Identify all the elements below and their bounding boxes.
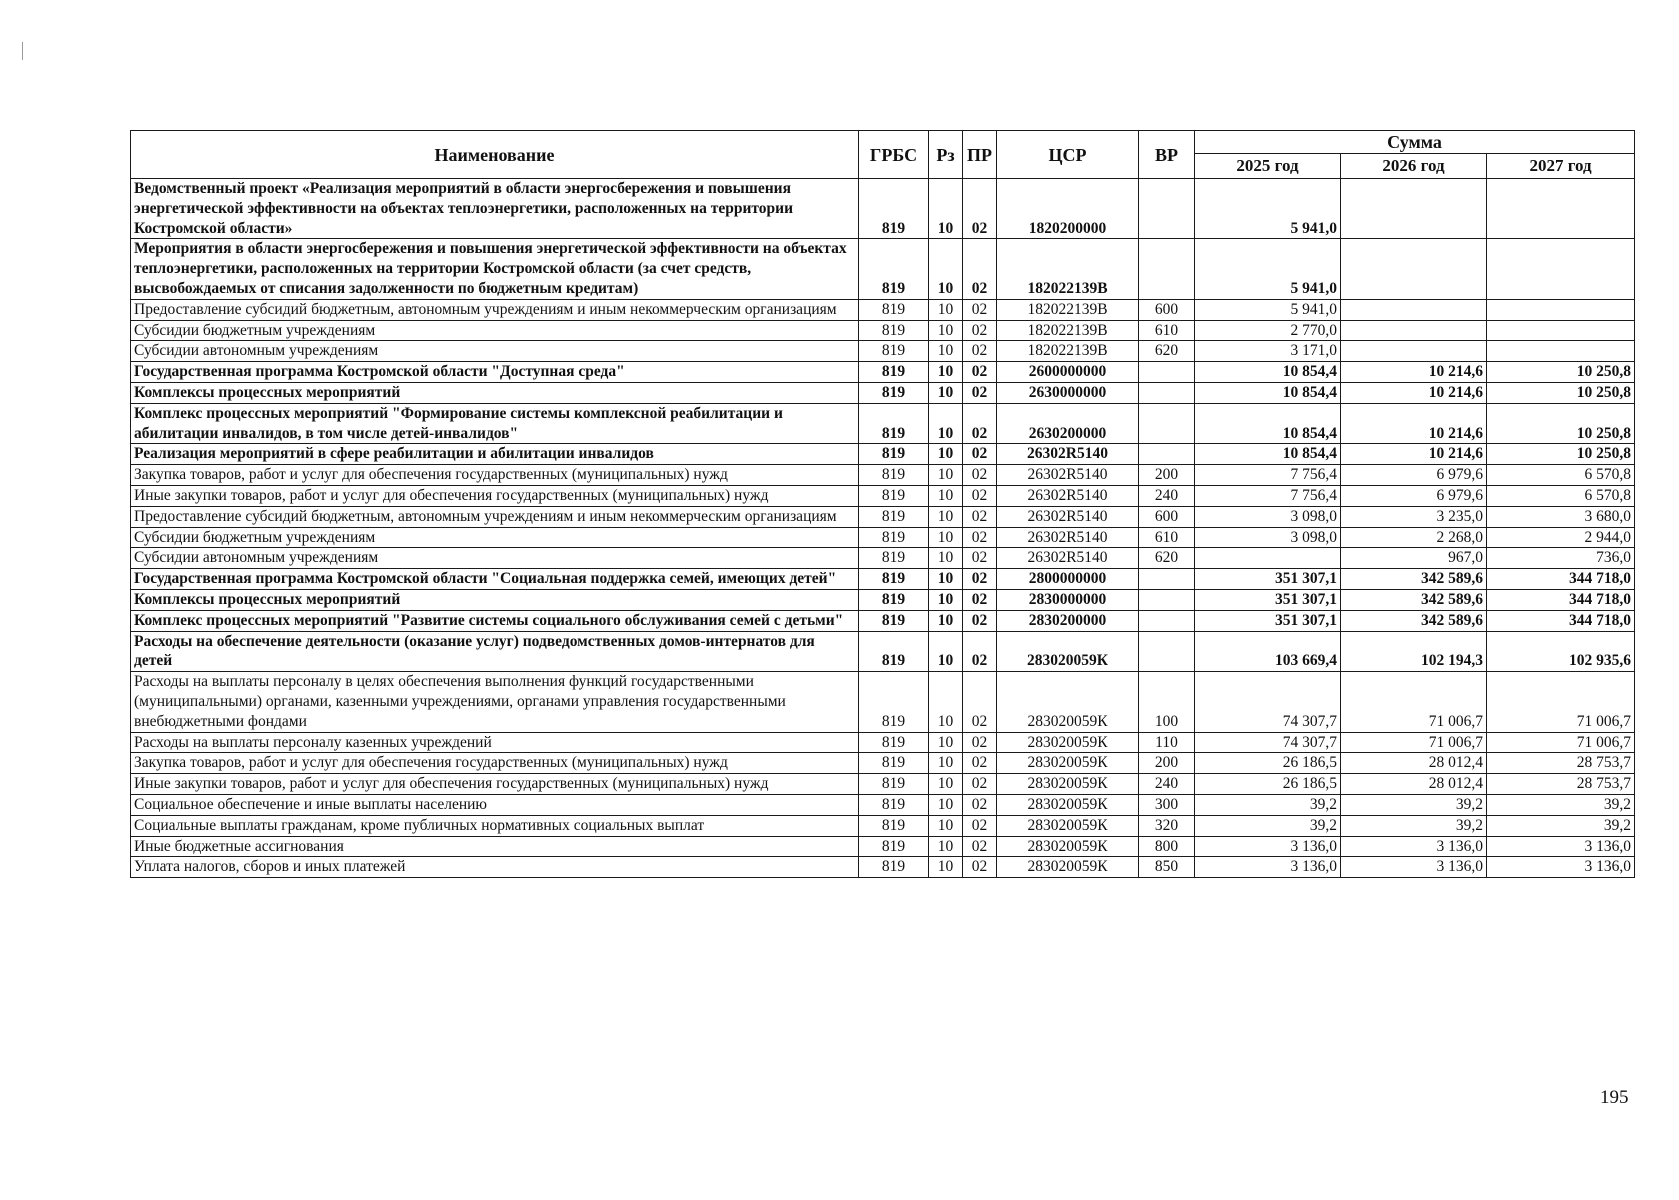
cell-2025: 10 854,4 — [1195, 382, 1341, 403]
cell-rz: 10 — [929, 836, 963, 857]
cell-rz: 10 — [929, 527, 963, 548]
cell-2027: 39,2 — [1487, 794, 1635, 815]
page-number: 195 — [1600, 1087, 1629, 1108]
cell-vr: 200 — [1139, 465, 1195, 486]
cell-grbs: 819 — [859, 299, 929, 320]
cell-2025: 26 186,5 — [1195, 753, 1341, 774]
table-row — [131, 403, 1635, 444]
cell-rz: 10 — [929, 774, 963, 795]
cell-2025: 3 098,0 — [1195, 527, 1341, 548]
header-year-2027: 2027 год — [1487, 154, 1635, 179]
cell-rz: 10 — [929, 857, 963, 878]
cell-vr: 610 — [1139, 320, 1195, 341]
cell-csr: 26302R5140 — [997, 506, 1139, 527]
cell-pr: 02 — [963, 794, 997, 815]
cell-rz: 10 — [929, 179, 963, 239]
cell-2026: 342 589,6 — [1341, 610, 1487, 631]
cell-2026: 10 214,6 — [1341, 444, 1487, 465]
cell-name: Государственная программа Костромской области "Доступная среда" — [131, 362, 859, 383]
table-row — [131, 362, 1635, 383]
cell-name: Субсидии автономным учреждениям — [131, 341, 859, 362]
cell-2027: 102 935,6 — [1487, 631, 1635, 672]
budget-sheet — [130, 130, 1634, 878]
cell-vr: 610 — [1139, 527, 1195, 548]
cell-2025: 2 770,0 — [1195, 320, 1341, 341]
cell-2026: 71 006,7 — [1341, 672, 1487, 732]
cell-csr: 26302R5140 — [997, 485, 1139, 506]
cell-grbs: 819 — [859, 569, 929, 590]
cell-name: Расходы на выплаты персоналу в целях обеспечения выполнения функций государственными (муниципальными) органами, казенными учреждениями, органами управления государственными внебюджетными фондами — [131, 672, 859, 732]
table-row — [131, 465, 1635, 486]
cell-2026: 10 214,6 — [1341, 382, 1487, 403]
cell-pr: 02 — [963, 774, 997, 795]
cell-csr: 182022139В — [997, 320, 1139, 341]
table-row — [131, 239, 1635, 299]
cell-grbs: 819 — [859, 672, 929, 732]
cell-2027 — [1487, 341, 1635, 362]
table-row — [131, 569, 1635, 590]
cell-name: Предоставление субсидий бюджетным, автономным учреждениям и иным некоммерческим организациям — [131, 299, 859, 320]
cell-name: Комплексы процессных мероприятий — [131, 382, 859, 403]
cell-2027: 736,0 — [1487, 548, 1635, 569]
cell-2025: 39,2 — [1195, 794, 1341, 815]
cell-rz: 10 — [929, 485, 963, 506]
cell-2026: 102 194,3 — [1341, 631, 1487, 672]
cell-name: Уплата налогов, сборов и иных платежей — [131, 857, 859, 878]
cell-csr: 2830200000 — [997, 610, 1139, 631]
cell-vr — [1139, 631, 1195, 672]
cell-csr: 182022139В — [997, 299, 1139, 320]
cell-rz: 10 — [929, 732, 963, 753]
cell-csr: 182022139В — [997, 239, 1139, 299]
header-rz: Рз — [929, 131, 963, 179]
table-row — [131, 857, 1635, 878]
cell-2025: 39,2 — [1195, 815, 1341, 836]
cell-grbs: 819 — [859, 403, 929, 444]
cell-2025: 103 669,4 — [1195, 631, 1341, 672]
cell-pr: 02 — [963, 836, 997, 857]
cell-2026: 342 589,6 — [1341, 569, 1487, 590]
cell-name: Комплексы процессных мероприятий — [131, 589, 859, 610]
cell-2027 — [1487, 179, 1635, 239]
cell-name: Комплекс процессных мероприятий "Формирование системы комплексной реабилитации и абилитации инвалидов, в том числе детей-инвалидов" — [131, 403, 859, 444]
cell-pr: 02 — [963, 548, 997, 569]
cell-name: Закупка товаров, работ и услуг для обеспечения государственных (муниципальных) нужд — [131, 753, 859, 774]
cell-2027 — [1487, 320, 1635, 341]
cell-vr — [1139, 403, 1195, 444]
cell-2025: 7 756,4 — [1195, 485, 1341, 506]
cell-vr: 850 — [1139, 857, 1195, 878]
table-row — [131, 631, 1635, 672]
cell-rz: 10 — [929, 320, 963, 341]
header-pr: ПР — [963, 131, 997, 179]
cell-rz: 10 — [929, 403, 963, 444]
cell-csr: 283020059К — [997, 631, 1139, 672]
cell-2026: 342 589,6 — [1341, 589, 1487, 610]
cell-vr — [1139, 382, 1195, 403]
cell-2026: 10 214,6 — [1341, 362, 1487, 383]
cell-rz: 10 — [929, 589, 963, 610]
cell-name: Закупка товаров, работ и услуг для обеспечения государственных (муниципальных) нужд — [131, 465, 859, 486]
cell-pr: 02 — [963, 320, 997, 341]
cell-csr: 283020059К — [997, 732, 1139, 753]
table-row — [131, 320, 1635, 341]
cell-2026: 6 979,6 — [1341, 485, 1487, 506]
cell-vr: 200 — [1139, 753, 1195, 774]
cell-name: Социальные выплаты гражданам, кроме публичных нормативных социальных выплат — [131, 815, 859, 836]
header-csr: ЦСР — [997, 131, 1139, 179]
table-row — [131, 794, 1635, 815]
cell-rz: 10 — [929, 506, 963, 527]
cell-2025: 351 307,1 — [1195, 589, 1341, 610]
cell-pr: 02 — [963, 672, 997, 732]
cell-csr: 283020059К — [997, 774, 1139, 795]
table-row — [131, 753, 1635, 774]
cell-vr: 240 — [1139, 485, 1195, 506]
cell-pr: 02 — [963, 239, 997, 299]
cell-grbs: 819 — [859, 444, 929, 465]
cell-name: Мероприятия в области энергосбережения и повышения энергетической эффективности на объектах теплоэнергетики, расположенных на территории Костромской области (за счет средств, высвобождаемых от списания задолженности по бюджетным кредитам) — [131, 239, 859, 299]
cell-2027: 6 570,8 — [1487, 465, 1635, 486]
cell-rz: 10 — [929, 569, 963, 590]
table-row — [131, 589, 1635, 610]
cell-csr: 26302R5140 — [997, 527, 1139, 548]
cell-csr: 182022139В — [997, 341, 1139, 362]
cell-rz: 10 — [929, 299, 963, 320]
cell-vr: 620 — [1139, 548, 1195, 569]
cell-grbs: 819 — [859, 589, 929, 610]
cell-csr: 2800000000 — [997, 569, 1139, 590]
cell-pr: 02 — [963, 179, 997, 239]
table-body — [131, 179, 1635, 878]
cell-2027: 344 718,0 — [1487, 589, 1635, 610]
table-row — [131, 815, 1635, 836]
cell-vr — [1139, 610, 1195, 631]
cell-2026: 28 012,4 — [1341, 753, 1487, 774]
cell-name: Предоставление субсидий бюджетным, автономным учреждениям и иным некоммерческим организациям — [131, 506, 859, 527]
cell-grbs: 819 — [859, 320, 929, 341]
cell-vr: 320 — [1139, 815, 1195, 836]
cell-grbs: 819 — [859, 774, 929, 795]
table-row — [131, 382, 1635, 403]
cell-csr: 283020059К — [997, 815, 1139, 836]
cell-2027 — [1487, 239, 1635, 299]
cell-vr — [1139, 179, 1195, 239]
cell-2026: 3 136,0 — [1341, 857, 1487, 878]
cell-pr: 02 — [963, 753, 997, 774]
cell-2025 — [1195, 548, 1341, 569]
cell-grbs: 819 — [859, 548, 929, 569]
cell-rz: 10 — [929, 548, 963, 569]
cell-2025: 5 941,0 — [1195, 239, 1341, 299]
cell-grbs: 819 — [859, 179, 929, 239]
cell-pr: 02 — [963, 299, 997, 320]
cell-rz: 10 — [929, 382, 963, 403]
cell-2025: 7 756,4 — [1195, 465, 1341, 486]
cell-2026: 3 136,0 — [1341, 836, 1487, 857]
cell-2027: 28 753,7 — [1487, 753, 1635, 774]
table-row — [131, 548, 1635, 569]
cell-pr: 02 — [963, 589, 997, 610]
cell-2025: 74 307,7 — [1195, 672, 1341, 732]
cell-name: Иные бюджетные ассигнования — [131, 836, 859, 857]
cell-2026: 71 006,7 — [1341, 732, 1487, 753]
cell-2025: 351 307,1 — [1195, 569, 1341, 590]
cell-grbs: 819 — [859, 506, 929, 527]
cell-csr: 26302R5140 — [997, 548, 1139, 569]
cell-2026 — [1341, 299, 1487, 320]
cell-pr: 02 — [963, 732, 997, 753]
cell-pr: 02 — [963, 857, 997, 878]
cell-pr: 02 — [963, 631, 997, 672]
cell-pr: 02 — [963, 362, 997, 383]
cell-2025: 10 854,4 — [1195, 444, 1341, 465]
cell-pr: 02 — [963, 341, 997, 362]
cell-rz: 10 — [929, 794, 963, 815]
cell-2027: 3 136,0 — [1487, 857, 1635, 878]
cell-grbs: 819 — [859, 527, 929, 548]
cell-2026: 10 214,6 — [1341, 403, 1487, 444]
cell-2025: 351 307,1 — [1195, 610, 1341, 631]
cell-rz: 10 — [929, 444, 963, 465]
header-grbs: ГРБС — [859, 131, 929, 179]
cell-vr — [1139, 589, 1195, 610]
table-row — [131, 506, 1635, 527]
cell-grbs: 819 — [859, 382, 929, 403]
cell-2025: 3 136,0 — [1195, 836, 1341, 857]
cell-rz: 10 — [929, 631, 963, 672]
cell-2025: 3 136,0 — [1195, 857, 1341, 878]
table-row — [131, 774, 1635, 795]
cell-grbs: 819 — [859, 341, 929, 362]
cell-pr: 02 — [963, 569, 997, 590]
cell-2027: 344 718,0 — [1487, 610, 1635, 631]
cell-name: Государственная программа Костромской области "Социальная поддержка семей, имеющих детей" — [131, 569, 859, 590]
cell-vr — [1139, 362, 1195, 383]
cell-vr: 100 — [1139, 672, 1195, 732]
table-header — [131, 131, 1635, 179]
cell-pr: 02 — [963, 610, 997, 631]
cell-2026: 28 012,4 — [1341, 774, 1487, 795]
table-row — [131, 179, 1635, 239]
cell-rz: 10 — [929, 610, 963, 631]
cell-2025: 10 854,4 — [1195, 403, 1341, 444]
table-row — [131, 672, 1635, 732]
cell-2027: 28 753,7 — [1487, 774, 1635, 795]
table-row — [131, 299, 1635, 320]
cell-2026: 967,0 — [1341, 548, 1487, 569]
cell-pr: 02 — [963, 382, 997, 403]
cell-csr: 26302R5140 — [997, 444, 1139, 465]
cell-2026 — [1341, 341, 1487, 362]
cell-pr: 02 — [963, 527, 997, 548]
cell-csr: 283020059К — [997, 672, 1139, 732]
cell-rz: 10 — [929, 753, 963, 774]
cell-2027: 10 250,8 — [1487, 382, 1635, 403]
cell-pr: 02 — [963, 485, 997, 506]
cell-vr — [1139, 569, 1195, 590]
cell-csr: 283020059К — [997, 836, 1139, 857]
cell-2026 — [1341, 320, 1487, 341]
cell-csr: 283020059К — [997, 857, 1139, 878]
cell-2027: 10 250,8 — [1487, 403, 1635, 444]
cell-rz: 10 — [929, 672, 963, 732]
cell-grbs: 819 — [859, 753, 929, 774]
cell-rz: 10 — [929, 362, 963, 383]
cell-2027: 39,2 — [1487, 815, 1635, 836]
cell-grbs: 819 — [859, 732, 929, 753]
cell-2027: 3 136,0 — [1487, 836, 1635, 857]
cell-2027: 10 250,8 — [1487, 444, 1635, 465]
cell-rz: 10 — [929, 239, 963, 299]
cell-vr: 800 — [1139, 836, 1195, 857]
cell-2027: 3 680,0 — [1487, 506, 1635, 527]
cell-rz: 10 — [929, 341, 963, 362]
cell-2025: 5 941,0 — [1195, 299, 1341, 320]
cell-2025: 74 307,7 — [1195, 732, 1341, 753]
cell-pr: 02 — [963, 403, 997, 444]
cell-vr — [1139, 444, 1195, 465]
cell-2027: 6 570,8 — [1487, 485, 1635, 506]
cell-2026 — [1341, 239, 1487, 299]
table-row — [131, 732, 1635, 753]
cell-vr: 240 — [1139, 774, 1195, 795]
cell-grbs: 819 — [859, 857, 929, 878]
cell-vr: 600 — [1139, 299, 1195, 320]
cell-vr: 300 — [1139, 794, 1195, 815]
cell-2025: 10 854,4 — [1195, 362, 1341, 383]
header-sum: Сумма — [1195, 131, 1635, 154]
cell-pr: 02 — [963, 506, 997, 527]
table-row — [131, 610, 1635, 631]
cell-grbs: 819 — [859, 815, 929, 836]
cell-2027: 71 006,7 — [1487, 732, 1635, 753]
cell-csr: 283020059К — [997, 753, 1139, 774]
cell-2026: 2 268,0 — [1341, 527, 1487, 548]
cell-2026: 39,2 — [1341, 794, 1487, 815]
table-row — [131, 444, 1635, 465]
budget-table — [130, 130, 1635, 878]
cell-2027: 344 718,0 — [1487, 569, 1635, 590]
cell-csr: 2600000000 — [997, 362, 1139, 383]
cell-grbs: 819 — [859, 362, 929, 383]
cell-name: Социальное обеспечение и иные выплаты населению — [131, 794, 859, 815]
cell-2025: 5 941,0 — [1195, 179, 1341, 239]
cell-2025: 3 171,0 — [1195, 341, 1341, 362]
cell-rz: 10 — [929, 815, 963, 836]
cell-csr: 2630200000 — [997, 403, 1139, 444]
cell-2026: 3 235,0 — [1341, 506, 1487, 527]
table-row — [131, 527, 1635, 548]
cell-vr: 600 — [1139, 506, 1195, 527]
cell-2026: 39,2 — [1341, 815, 1487, 836]
cell-grbs: 819 — [859, 631, 929, 672]
cell-grbs: 819 — [859, 794, 929, 815]
cell-2025: 3 098,0 — [1195, 506, 1341, 527]
cell-name: Иные закупки товаров, работ и услуг для обеспечения государственных (муниципальных) нужд — [131, 774, 859, 795]
cell-grbs: 819 — [859, 239, 929, 299]
cell-vr: 110 — [1139, 732, 1195, 753]
cell-vr — [1139, 239, 1195, 299]
cell-grbs: 819 — [859, 610, 929, 631]
cell-vr: 620 — [1139, 341, 1195, 362]
cell-2025: 26 186,5 — [1195, 774, 1341, 795]
table-row — [131, 485, 1635, 506]
cell-name: Расходы на выплаты персоналу казенных учреждений — [131, 732, 859, 753]
cell-name: Иные закупки товаров, работ и услуг для обеспечения государственных (муниципальных) нужд — [131, 485, 859, 506]
header-year-2026: 2026 год — [1341, 154, 1487, 179]
cell-pr: 02 — [963, 444, 997, 465]
table-row — [131, 341, 1635, 362]
cell-csr: 283020059К — [997, 794, 1139, 815]
cell-name: Субсидии автономным учреждениям — [131, 548, 859, 569]
cell-name: Расходы на обеспечение деятельности (оказание услуг) подведомственных домов-интернатов для детей — [131, 631, 859, 672]
header-vr: ВР — [1139, 131, 1195, 179]
cell-name: Ведомственный проект «Реализация мероприятий в области энергосбережения и повышения энергетической эффективности на объектах теплоэнергетики, расположенных на территории Костромской области» — [131, 179, 859, 239]
cell-rz: 10 — [929, 465, 963, 486]
scan-mark — [22, 42, 23, 60]
cell-2027: 2 944,0 — [1487, 527, 1635, 548]
cell-csr: 2830000000 — [997, 589, 1139, 610]
header-name: Наименование — [131, 131, 859, 179]
cell-pr: 02 — [963, 465, 997, 486]
cell-grbs: 819 — [859, 485, 929, 506]
cell-grbs: 819 — [859, 836, 929, 857]
cell-name: Реализация мероприятий в сфере реабилитации и абилитации инвалидов — [131, 444, 859, 465]
cell-pr: 02 — [963, 815, 997, 836]
cell-csr: 1820200000 — [997, 179, 1139, 239]
cell-csr: 2630000000 — [997, 382, 1139, 403]
cell-2026: 6 979,6 — [1341, 465, 1487, 486]
header-year-2025: 2025 год — [1195, 154, 1341, 179]
cell-name: Субсидии бюджетным учреждениям — [131, 527, 859, 548]
cell-2027: 10 250,8 — [1487, 362, 1635, 383]
cell-csr: 26302R5140 — [997, 465, 1139, 486]
cell-grbs: 819 — [859, 465, 929, 486]
table-row — [131, 836, 1635, 857]
cell-2026 — [1341, 179, 1487, 239]
cell-2027 — [1487, 299, 1635, 320]
cell-2027: 71 006,7 — [1487, 672, 1635, 732]
cell-name: Комплекс процессных мероприятий "Развитие системы социального обслуживания семей с детьми" — [131, 610, 859, 631]
cell-name: Субсидии бюджетным учреждениям — [131, 320, 859, 341]
